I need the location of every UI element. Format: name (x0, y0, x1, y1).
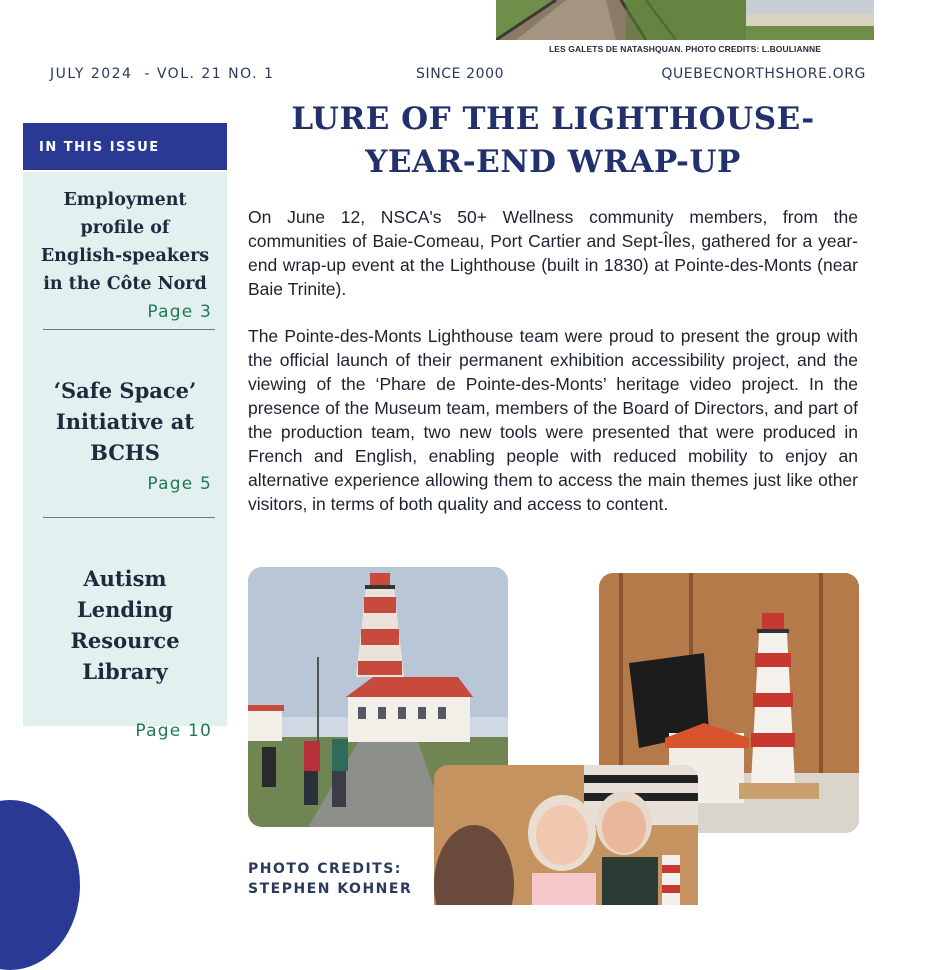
seniors-photo (434, 765, 698, 905)
toc-divider (43, 517, 215, 518)
article-paragraph-1: On June 12, NSCA's 50+ Wellness community members, from the communities of Baie-Comeau, Port Cartier and Sept-Îles, gathered for a year-end wrap-up event at the Lighthouse (built in 1830) at Pointe-des-Monts (near Baie Trinite). (248, 207, 858, 299)
article-paragraph-2: The Pointe-des-Monts Lighthouse team were proud to present the group with the official launch of their permanent exhibition accessibility project, and the viewing of the ‘Phare de Pointe-des-Monts’ heritage video project. In the presence of the Museum team, members of the Board of Directors, and part of the production team, two new tools were presented that were produced in French and English, enabling people with reduced mobility to enjoy an alternative experience allowing them to access the main themes just like other visitors, in terms of both quality and access to content. (248, 326, 858, 514)
since-year: SINCE 2000 (416, 66, 505, 82)
toc-title: Employment profile of English-speakers in the Côte Nord (40, 190, 210, 294)
article-headline (248, 98, 858, 184)
toc-page: Page 5 (147, 474, 212, 494)
toc-title: Autism Lending Resource Library (70, 566, 180, 684)
toc-divider (43, 329, 215, 330)
toc-page: Page 10 (135, 721, 212, 741)
issue-date: JULY 2024 - VOL. 21 NO. 1 (50, 66, 275, 82)
headline-line-2: YEAR-END WRAP-UP (365, 144, 741, 180)
toc-item-employment[interactable] (23, 186, 227, 322)
boardwalk-photo (496, 0, 874, 40)
sidebar-header: IN THIS ISSUE (23, 123, 227, 172)
photo-credits-line-1: PHOTO CREDITS: (248, 861, 402, 877)
toc-item-safe-space[interactable] (23, 375, 227, 494)
toc-item-autism[interactable] (23, 563, 227, 741)
top-photo-caption: LES GALETS DE NATASHQUAN. PHOTO CREDITS: L.BOULIANNE (548, 44, 821, 54)
website-link[interactable]: QUEBECNORTHSHORE.ORG (661, 66, 866, 82)
headline-line-1: LURE OF THE LIGHTHOUSE- (291, 101, 815, 137)
toc-title: ‘Safe Space’ Initiative at BCHS (53, 378, 197, 465)
photo-credits-line-2: STEPHEN KOHNER (248, 881, 413, 897)
decorative-corner-shape (0, 800, 80, 970)
in-this-issue-sidebar (23, 123, 227, 741)
toc-page: Page 3 (147, 302, 212, 322)
photo-credits (248, 859, 412, 899)
